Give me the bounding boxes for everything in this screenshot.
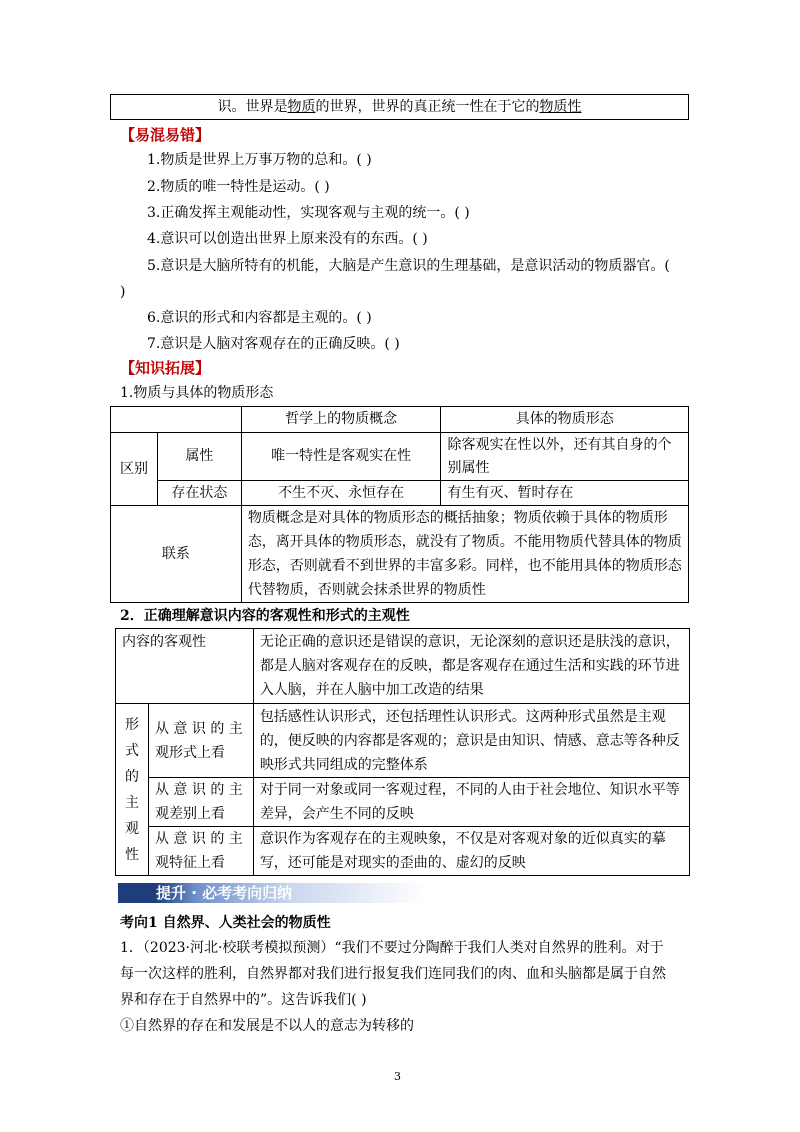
matter-table-link: 联系 (111, 506, 242, 603)
confusion-item-6: 6.意识的形式和内容都是主观的。( ) (147, 310, 372, 326)
matter-table-attr-a: 唯一特性是客观实在性 (241, 433, 441, 481)
form-row3-label: 从 意 识 的 主观特征上看 (148, 827, 253, 876)
question-1-line-2: 每一次这样的胜利，自然界都对我们进行报复我们连同我们的肉、血和头脑都是属于自然 (120, 966, 666, 982)
form-row2-label: 从 意 识 的 主观差别上看 (148, 778, 253, 827)
confusion-item-5-cont: ) (120, 284, 126, 300)
matter-table-state-b: 有生有灭、暂时存在 (441, 481, 689, 506)
extension-sub1: 1.物质与具体的物质形态 (120, 385, 274, 401)
confusion-item-2: 2.物质的唯一特性是运动。( ) (147, 179, 330, 195)
matter-table-attr: 属性 (157, 433, 241, 481)
section-banner (118, 883, 428, 903)
form-row1-label: 从 意 识 的 主观形式上看 (148, 704, 253, 778)
matter-table-header-2: 具体的物质形态 (441, 407, 689, 433)
form-row2-text: 对于同一对象或同一客观过程，不同的人由于社会地位、知识水平等差异，会产生不同的反映 (253, 778, 689, 827)
form-row3-text: 意识作为客观存在的主观映象，不仅是对客观对象的近似真实的摹写，还可能是对现实的歪曲的、虚幻的反映 (253, 827, 689, 876)
question-1-line-3: 界和存在于自然界中的”。这告诉我们( ) (120, 992, 367, 1008)
question-1-line-1: 1．（2023·河北·校联考模拟预测）“我们不要过分陶醉于我们人类对自然界的胜利。对于 (120, 940, 664, 956)
page-number: 3 (394, 1070, 401, 1083)
summary-underline-matter: 物质 (287, 99, 316, 115)
matter-table-diff: 区别 (111, 433, 158, 506)
matter-table-attr-b: 除客观实在性以外，还有其自身的个别属性 (441, 433, 689, 481)
summary-underline-materiality: 物质性 (539, 99, 582, 115)
matter-table-state: 存在状态 (157, 481, 241, 506)
matter-table-link-text: 物质概念是对具体的物质形态的概括抽象；物质依赖于具体的物质形态，离开具体的物质形态，就没有了物质。不能用物质代替具体的物质形态，否则就看不到世界的丰富多彩。同样，也不能用具体的物质形态代替物质，否则就会抹杀世界的物质性 (241, 506, 688, 603)
question-1-option-1: ①自然界的存在和发展是不以人的意志为转移的 (120, 1018, 414, 1034)
summary-box (110, 94, 689, 120)
summary-text-mid: 的世界，世界的真正统一性在于它的 (315, 99, 540, 115)
direction-1-title: 考向1 自然界、人类社会的物质性 (120, 915, 331, 931)
confusion-item-5: 5.意识是大脑所特有的机能，大脑是产生意识的生理基础，是意识活动的物质器官。( (147, 258, 670, 274)
summary-text: 识。世界是 (217, 99, 288, 115)
form-row1-text: 包括感性认识形式，还包括理性认识形式。这两种形式虽然是主观的，便反映的内容都是客观的；意识是由知识、情感、意志等各种反映形式共同组成的完整体系 (253, 704, 689, 778)
matter-table (110, 406, 689, 603)
content-objectivity-label: 内容的客观性 (116, 629, 254, 704)
extension-sub2: 2．正确理解意识内容的客观性和形式的主观性 (120, 608, 410, 624)
matter-table-header-1: 哲学上的物质概念 (241, 407, 441, 433)
section-banner-title: 提升 · 必考考向归纳 (156, 884, 293, 902)
confusion-item-1: 1.物质是世界上万事万物的总和。( ) (147, 152, 372, 168)
matter-table-state-a: 不生不灭、永恒存在 (241, 481, 441, 506)
consciousness-table (115, 628, 690, 876)
form-subjectivity-label: 形式的主观性 (116, 704, 149, 876)
extension-heading: 【知识拓展】 (120, 359, 211, 377)
confusion-heading: 【易混易错】 (120, 126, 211, 144)
content-objectivity-text: 无论正确的意识还是错误的意识，无论深刻的意识还是肤浅的意识，都是人脑对客观存在的反映，都是客观存在通过生活和实践的环节进入人脑，并在人脑中加工改造的结果 (253, 629, 689, 704)
confusion-item-4: 4.意识可以创造出世界上原来没有的东西。( ) (147, 231, 428, 247)
confusion-item-7: 7.意识是人脑对客观存在的正确反映。( ) (147, 336, 400, 352)
confusion-item-3: 3.正确发挥主观能动性，实现客观与主观的统一。( ) (147, 205, 470, 221)
